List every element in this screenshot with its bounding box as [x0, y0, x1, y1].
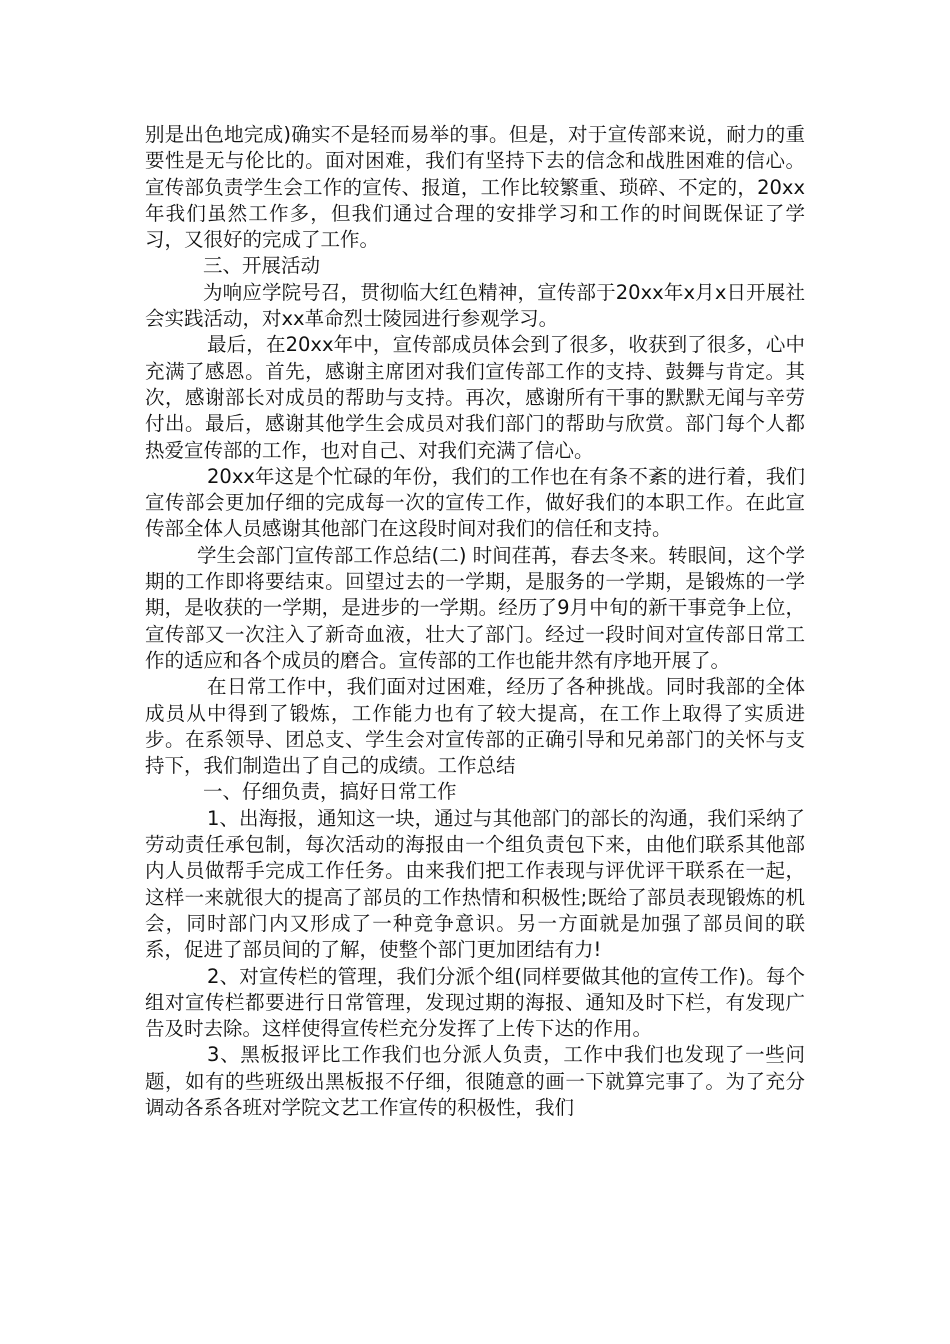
paragraph-bulletin-board: 2、对宣传栏的管理，我们分派个组(同样要做其他的宣传工作)。每个组对宣传栏都要进行日常管理，发现过期的海报、通知及时下栏，有发现广告及时去除。这样使得宣传栏充分发挥了上传下达的作用。	[145, 964, 805, 1041]
paragraph-posters: 1、出海报，通知这一块，通过与其他部门的部长的沟通，我们采纳了劳动责任承包制，每次活动的海报由一个组负责包下来，由他们联系其他部内人员做帮手完成工作任务。由来我们把工作表现与评优评干联系在一起，这样一来就很大的提高了部员的工作热情和积极性;既给了部员表现锻炼的机会，同时部门内又形成了一种竞争意识。另一方面就是加强了部员间的联系，促进了部员间的了解，使整个部门更加团结有力!	[145, 806, 805, 962]
paragraph-daily-work: 在日常工作中，我们面对过困难，经历了各种挑战。同时我部的全体成员从中得到了锻炼，工作能力也有了较大提高，在工作上取得了实质进步。在系领导、团总支、学生会对宣传部的正确引导和兄弟部门的关怀与支持下，我们制造出了自己的成绩。工作总结	[145, 675, 805, 778]
paragraph-year-summary: 20xx年这是个忙碌的年份，我们的工作也在有条不紊的进行着，我们宣传部会更加仔细的完成每一次的宣传工作，做好我们的本职工作。在此宣传部全体人员感谢其他部门在这段时间对我们的信任和支持。	[145, 464, 805, 541]
section-heading-activities: 三、开展活动	[203, 254, 321, 278]
paragraph-activity: 为响应学院号召，贯彻临大红色精神，宣传部于20xx年x月x日开展社会实践活动，对xx革命烈士陵园进行参观学习。	[145, 280, 805, 331]
paragraph-continuation: 别是出色地完成)确实不是轻而易举的事。但是，对于宣传部来说，耐力的重要性是无与伦比的。面对困难，我们有坚持下去的信念和战胜困难的信心。宣传部负责学生会工作的宣传、报道，工作比较繁重、琐碎、不定的，20xx年我们虽然工作多，但我们通过合理的安排学习和工作的时间既保证了学习，又很好的完成了工作。	[145, 123, 805, 252]
paragraph-blackboard: 3、黑板报评比工作我们也分派人负责，工作中我们也发现了一些问题，如有的些班级出黑板报不仔细，很随意的画一下就算完事了。为了充分调动各系各班对学院文艺工作宣传的积极性，我们	[145, 1043, 805, 1119]
paragraph-gratitude: 最后，在20xx年中，宣传部成员体会到了很多，收获到了很多，心中充满了感恩。首先，感谢主席团对我们宣传部工作的支持、鼓舞与肯定。其次，感谢部长对成员的帮助与支持。再次，感谢所有干事的默默无闻与辛劳付出。最后，感谢其他学生会成员对我们部门的帮助与欣赏。部门每个人都热爱宣传部的工作，也对自己、对我们充满了信心。	[145, 333, 805, 462]
document-body	[145, 122, 805, 1121]
paragraph-summary-two: 学生会部门宣传部工作总结(二) 时间荏苒，春去冬来。转眼间，这个学期的工作即将要结束。回望过去的一学期，是服务的一学期，是锻炼的一学期，是收获的一学期，是进步的一学期。经历了9月中旬的新干事竞争上位，宣传部又一次注入了新奇血液，壮大了部门。经过一段时间对宣传部日常工作的适应和各个成员的磨合。宣传部的工作也能井然有序地开展了。	[145, 543, 805, 672]
section-heading-daily-work: 一、仔细负责，搞好日常工作	[203, 780, 457, 804]
